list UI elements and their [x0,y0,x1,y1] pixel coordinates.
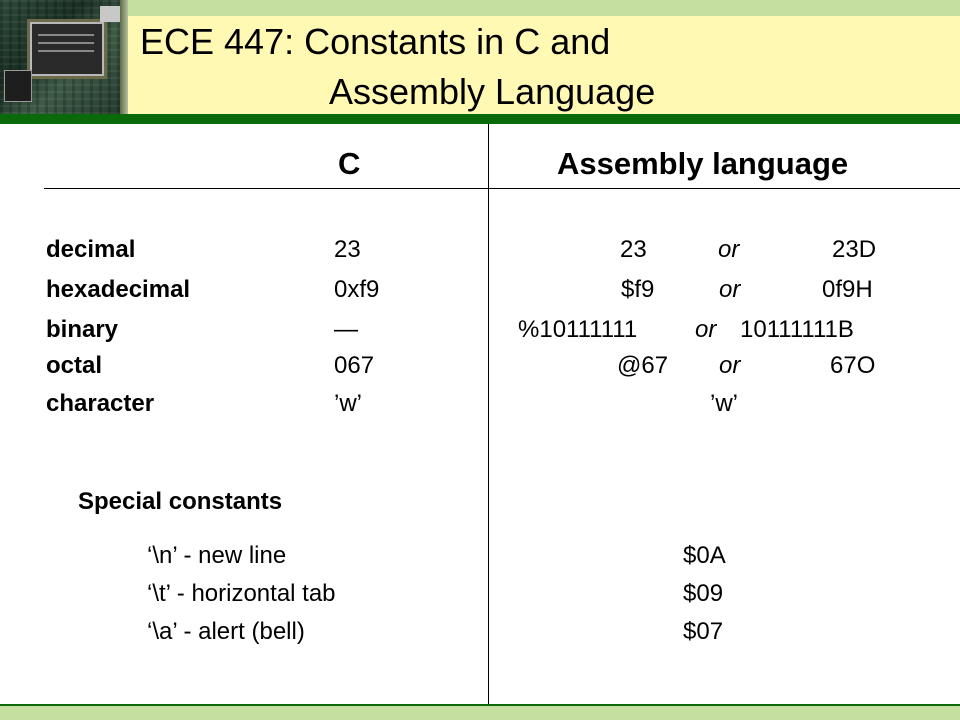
column-divider [488,124,489,704]
header-rule [0,114,960,124]
column-header-c: C [338,146,361,181]
asm-value: %10111111 [518,316,638,343]
c-value: 0xf9 [334,276,380,303]
asm-value-alt: 23D [832,236,877,263]
chip-graphic [100,6,122,22]
row-label: binary [46,316,119,343]
c-value: 23 [334,236,361,263]
row-label: hexadecimal [46,276,191,303]
special-asm-constant: $09 [683,580,724,607]
special-constants-heading: Special constants [78,488,283,515]
c-value: ’w’ [334,390,362,417]
asm-value: @67 [617,352,669,379]
slide-title-line1: ECE 447: Constants in C and [140,21,611,62]
top-band [0,0,960,16]
special-asm-constant: $0A [683,542,726,569]
or-word: or [718,236,740,263]
special-asm-constant: $07 [683,618,724,645]
asm-value: $f9 [621,276,655,303]
chip-graphic [4,70,32,102]
header-divider [44,188,960,189]
slide-title-line2: Assembly Language [329,71,656,112]
asm-value-alt: 10111111B [740,316,854,343]
row-label: character [46,390,155,417]
row-label: octal [46,352,103,379]
image-edge [120,0,128,114]
c-value: 067 [334,352,375,379]
asm-value: 23 [620,236,647,263]
special-c-constant: ‘\a’ - alert (bell) [147,618,305,645]
special-c-constant: ‘\t’ - horizontal tab [147,580,336,607]
c-value: — [334,316,358,343]
chip-graphic [30,22,104,76]
asm-value-alt: 67O [830,352,876,379]
or-word: or [695,316,717,343]
or-word: or [719,352,741,379]
special-c-constant: ‘\n’ - new line [147,542,287,569]
asm-value: ’w’ [710,390,738,417]
bottom-band [0,704,960,720]
row-label: decimal [46,236,136,263]
column-header-assembly: Assembly language [557,146,849,181]
or-word: or [719,276,741,303]
circuit-board-image [0,0,128,114]
asm-value-alt: 0f9H [822,276,873,303]
